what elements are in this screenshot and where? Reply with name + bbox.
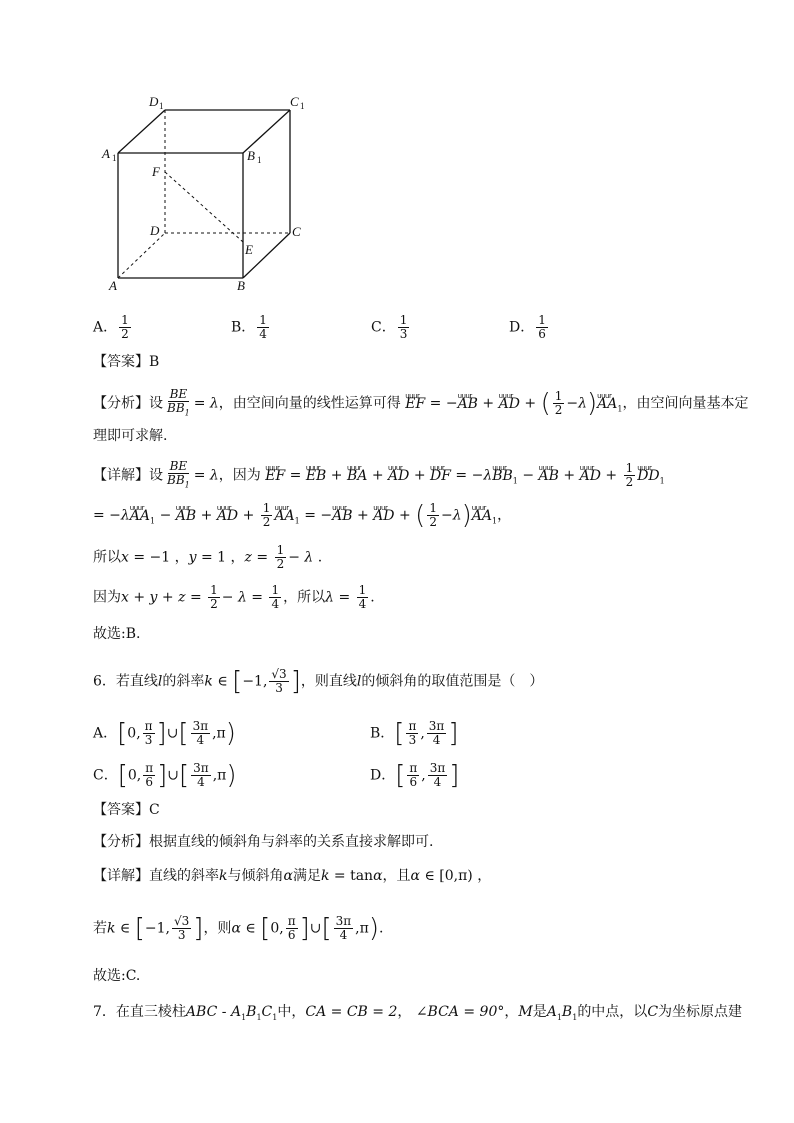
q5-analysis-line2: 理即可求解.: [93, 428, 168, 444]
q6-option-a: A．[0, $\frac{\pi}{3}$ ]∪[ $\frac{3\pi}{4}$ ,π): [93, 718, 236, 749]
q5-detail: 【详解】设 $\frac{BE}{BB_1}$ = λ，因为 uuur EF = uuur EB + uuur BA + uuur AD + uuur DF = −λuuur $BB_1$ − uuur AB + uuur AD + $\frac{1}{2}$ uuur $DD_1$: [93, 460, 665, 491]
q6-option-b: B．[ $\frac{\pi}{3}$ , $\frac{3\pi}{4}$ ]: [370, 718, 459, 749]
label-b1: B: [247, 148, 255, 163]
q6-if-line: 若k ∈ [−1, $\frac{√3}{3}$ ]，则α ∈ [0, $\frac{\pi}{6}$ ]∪[ $\frac{3\pi}{4}$ ,π).: [93, 913, 384, 944]
q6-option-d: D．[ $\frac{\pi}{6}$ , $\frac{3\pi}{4}$ ]: [370, 760, 460, 791]
label-d1: D: [149, 94, 159, 109]
q5-choose: 故选:B.: [93, 626, 141, 642]
svg-text:1: 1: [112, 153, 117, 163]
q6-detail: 【详解】直线的斜率k与倾斜角α满足k = tanα，且α ∈ [0,π) ，: [93, 868, 492, 884]
svg-text:1: 1: [159, 101, 164, 111]
label-a1: A: [102, 146, 110, 161]
q5-option-d: D． $\frac{1}{6}$: [509, 313, 546, 341]
q5-analysis: 【分析】设 $\frac{BE}{BB_1}$ = λ，由空间向量的线性运算可得 uuur EF = −uuur AB + uuur AD + ( $\frac{1}{2}$ −λ)uuur $AA_1$，由空间向量基本定: [93, 388, 748, 419]
label-d: D: [150, 223, 160, 238]
q5-option-c: C． $\frac{1}{3}$: [371, 313, 408, 341]
q5-option-a: A． $\frac{1}{2}$: [93, 313, 129, 341]
svg-text:1: 1: [300, 101, 305, 111]
svg-text:1: 1: [257, 155, 262, 165]
q5-detail-line2: = −λuuur $AA_1$ − uuur AB + uuur AD + $\frac{1}{2}$ uuur $AA_1$ = −uuur AB + uuur AD + ( $\frac{1}{2}$ −λ)uuur $AA_1$，: [93, 502, 511, 531]
q5-answer: 【答案】B: [93, 354, 160, 370]
q6-answer: 【答案】C: [93, 802, 160, 818]
label-e: E: [245, 242, 253, 257]
q5-because-line: 因为x + y + z = $\frac{1}{2}$ − λ = $\frac{1}{4}$ ，所以λ = $\frac{1}{4}$ .: [93, 583, 375, 611]
label-a: A: [109, 278, 117, 293]
label-f: F: [152, 164, 160, 179]
q6-choose: 故选:C.: [93, 968, 141, 984]
q5-so-line: 所以x = −1 ，y = 1 ，z = $\frac{1}{2}$ − λ .: [93, 543, 323, 571]
q6-analysis: 【分析】根据直线的倾斜角与斜率的关系直接求解即可.: [93, 834, 434, 850]
label-c: C: [292, 224, 301, 239]
label-b: B: [237, 278, 245, 293]
q7-stem: 7．在直三棱柱ABC - $A_1B_1C_1$中，CA = CB = 2， ∠BCA = 90°，M是$A_1B_1$的中点，以C为坐标原点建: [93, 1004, 743, 1022]
cube-figure: [95, 90, 325, 300]
q5-option-b: B． $\frac{1}{4}$: [231, 313, 267, 341]
q6-stem: 6．若直线l的斜率k ∈ [−1, $\frac{√3}{3}$ ]，则直线l的倾斜角的取值范围是（ ）: [93, 666, 544, 697]
q6-option-c: C．[0, $\frac{\pi}{6}$ ]∪[ $\frac{3\pi}{4}$ ,π): [93, 760, 237, 791]
label-c1: C: [290, 94, 299, 109]
